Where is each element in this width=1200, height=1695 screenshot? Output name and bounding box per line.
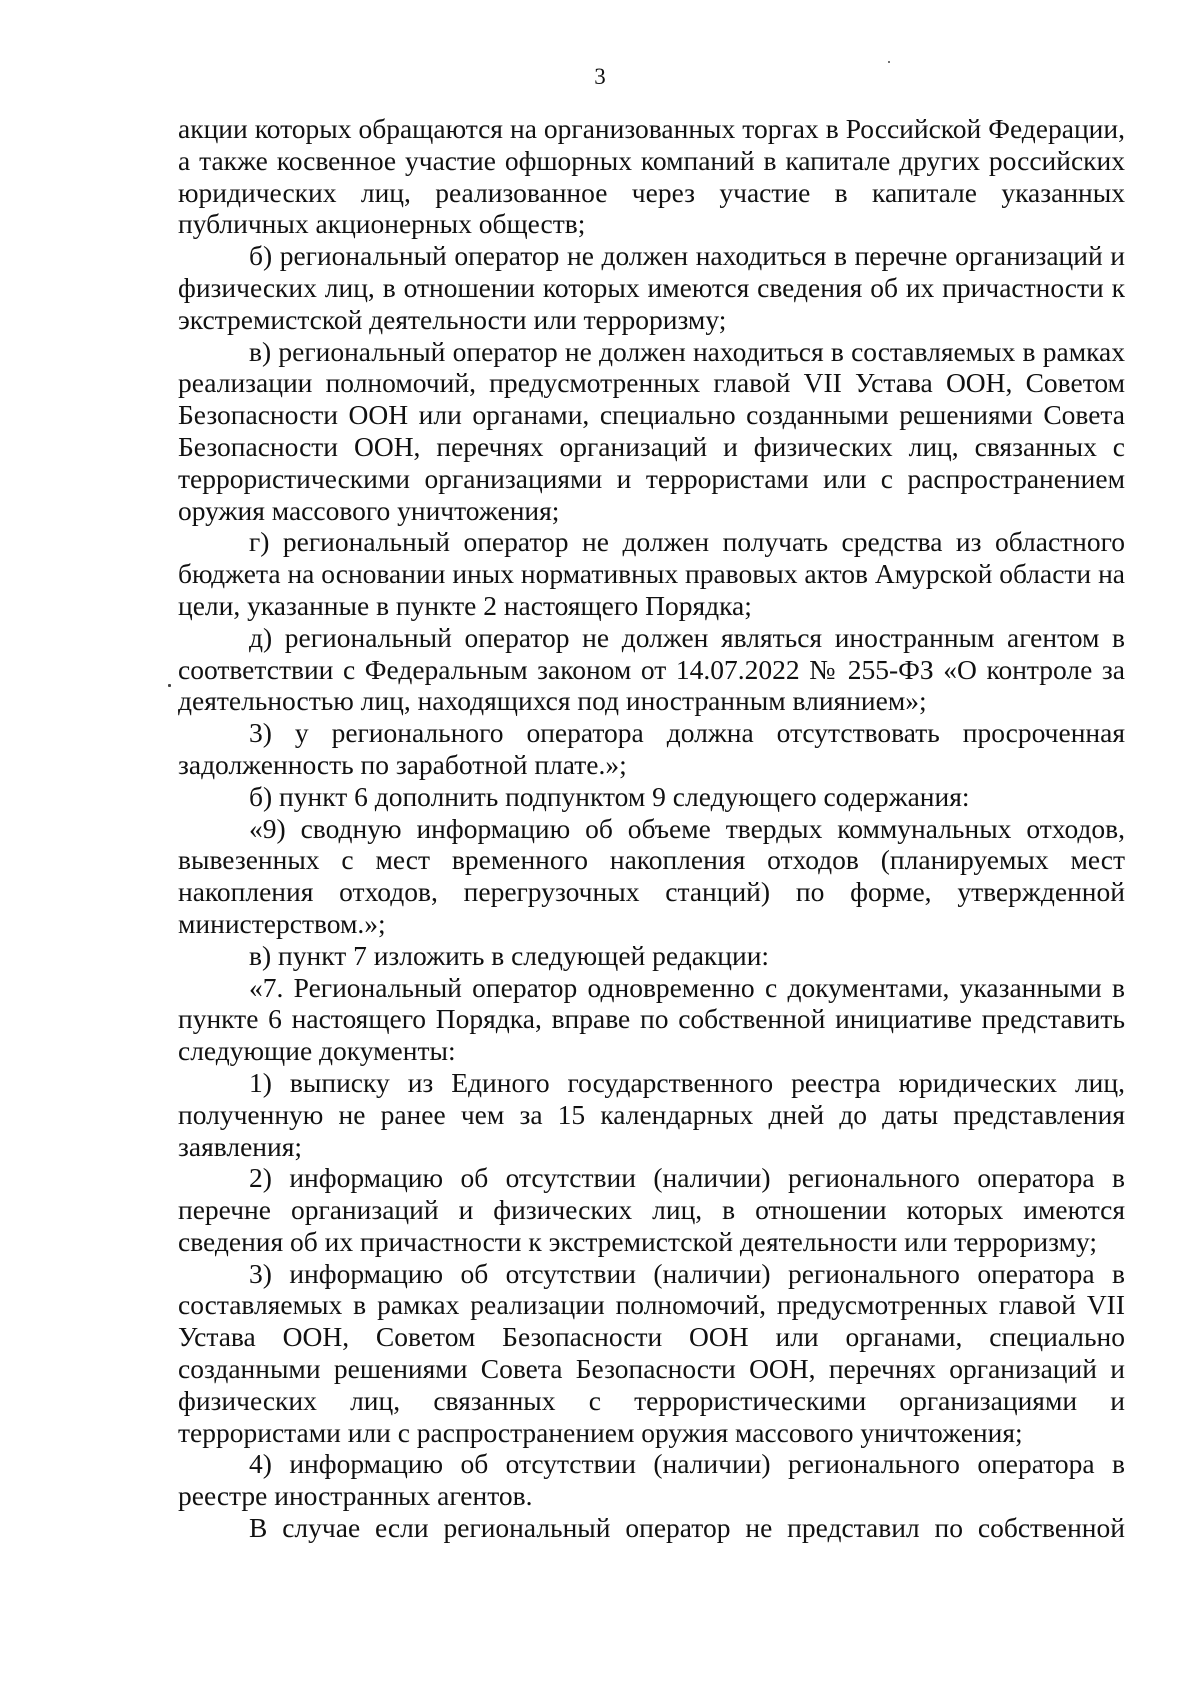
paragraph-4-foreign-agents: 4) информацию об отсутствии (наличии) регионального оператора в реестре иностранных агентов. (178, 1448, 1125, 1512)
scan-speck (168, 684, 171, 687)
paragraph-7-documents: «7. Региональный оператор одновременно с документами, указанными в пункте 6 настоящего Порядка, вправе по собственной инициативе представить следующие документы: (178, 971, 1125, 1067)
paragraph-1-egrul: 1) выписку из Единого государственного реестра юридических лиц, полученную не ранее чем за 15 календарных дней до даты представления заявления; (178, 1066, 1125, 1162)
paragraph-g-budget: г) региональный оператор не должен получать средства из областного бюджета на основании иных нормативных правовых актов Амурской области на цели, указанные в пункте 2 настоящего Порядка; (178, 526, 1125, 621)
document-body (178, 113, 1125, 1544)
paragraph-d-foreign-agent: д) региональный оператор не должен являться иностранным агентом в соответствии с Федеральным законом от 14.07.2022 № 255-ФЗ «О контроле за деятельностью лиц, находящихся под иностранным влиянием»; (178, 621, 1125, 717)
paragraph-shares-continuation: акции которых обращаются на организованных торгах в Российской Федерации, а также косвенное участие офшорных компаний в капитале других российских юридических лиц, реализованное через участие в капитале указанных публичных акционерных обществ; (178, 113, 1125, 240)
paragraph-3-wage-debt: 3) у регионального оператора должна отсутствовать просроченная задолженность по заработной плате.»; (178, 717, 1125, 780)
paragraph-9-waste-info: «9) сводную информацию об объеме твердых коммунальных отходов, вывезенных с мест временного накопления отходов (планируемых мест накопления отходов, перегрузочных станций) по форме, утвержденной министерством.»; (178, 812, 1125, 939)
page-number: 3 (594, 64, 606, 89)
paragraph-v-un-lists: в) региональный оператор не должен находиться в составляемых в рамках реализации полномочий, предусмотренных главой VII Устава ООН, Советом Безопасности ООН или органами, специально созданными решениями Совета Безопасности ООН, перечнях организаций и физических лиц, связанных с террористическими организациями и террористами или с распространением оружия массового уничтожения; (178, 335, 1125, 526)
scan-speck (888, 61, 890, 63)
paragraph-closing: В случае если региональный оператор не представил по собственной (249, 1512, 1125, 1544)
paragraph-v-point-7: в) пункт 7 изложить в следующей редакции: (249, 939, 770, 971)
paragraph-2-extremism-info: 2) информацию об отсутствии (наличии) регионального оператора в перечне организаций и физических лиц, в отношении которых имеются сведения об их причастности к экстремистской деятельности или терроризму; (178, 1162, 1125, 1257)
paragraph-b-point-6: б) пункт 6 дополнить подпунктом 9 следующего содержания: (249, 780, 970, 812)
paragraph-3-un-info: 3) информацию об отсутствии (наличии) регионального оператора в составляемых в рамках реализации полномочий, предусмотренных главой VII Устава ООН, Советом Безопасности ООН или органами, специально созданными решениями Совета Безопасности ООН, перечнях организаций и физических лиц, связанных с террористическими организациями и террористами или с распространением оружия массового уничтожения; (178, 1257, 1125, 1448)
paragraph-b-extremism: б) региональный оператор не должен находиться в перечне организаций и физических лиц, в отношении которых имеются сведения об их причастности к экстремистской деятельности или терроризму; (178, 240, 1125, 335)
